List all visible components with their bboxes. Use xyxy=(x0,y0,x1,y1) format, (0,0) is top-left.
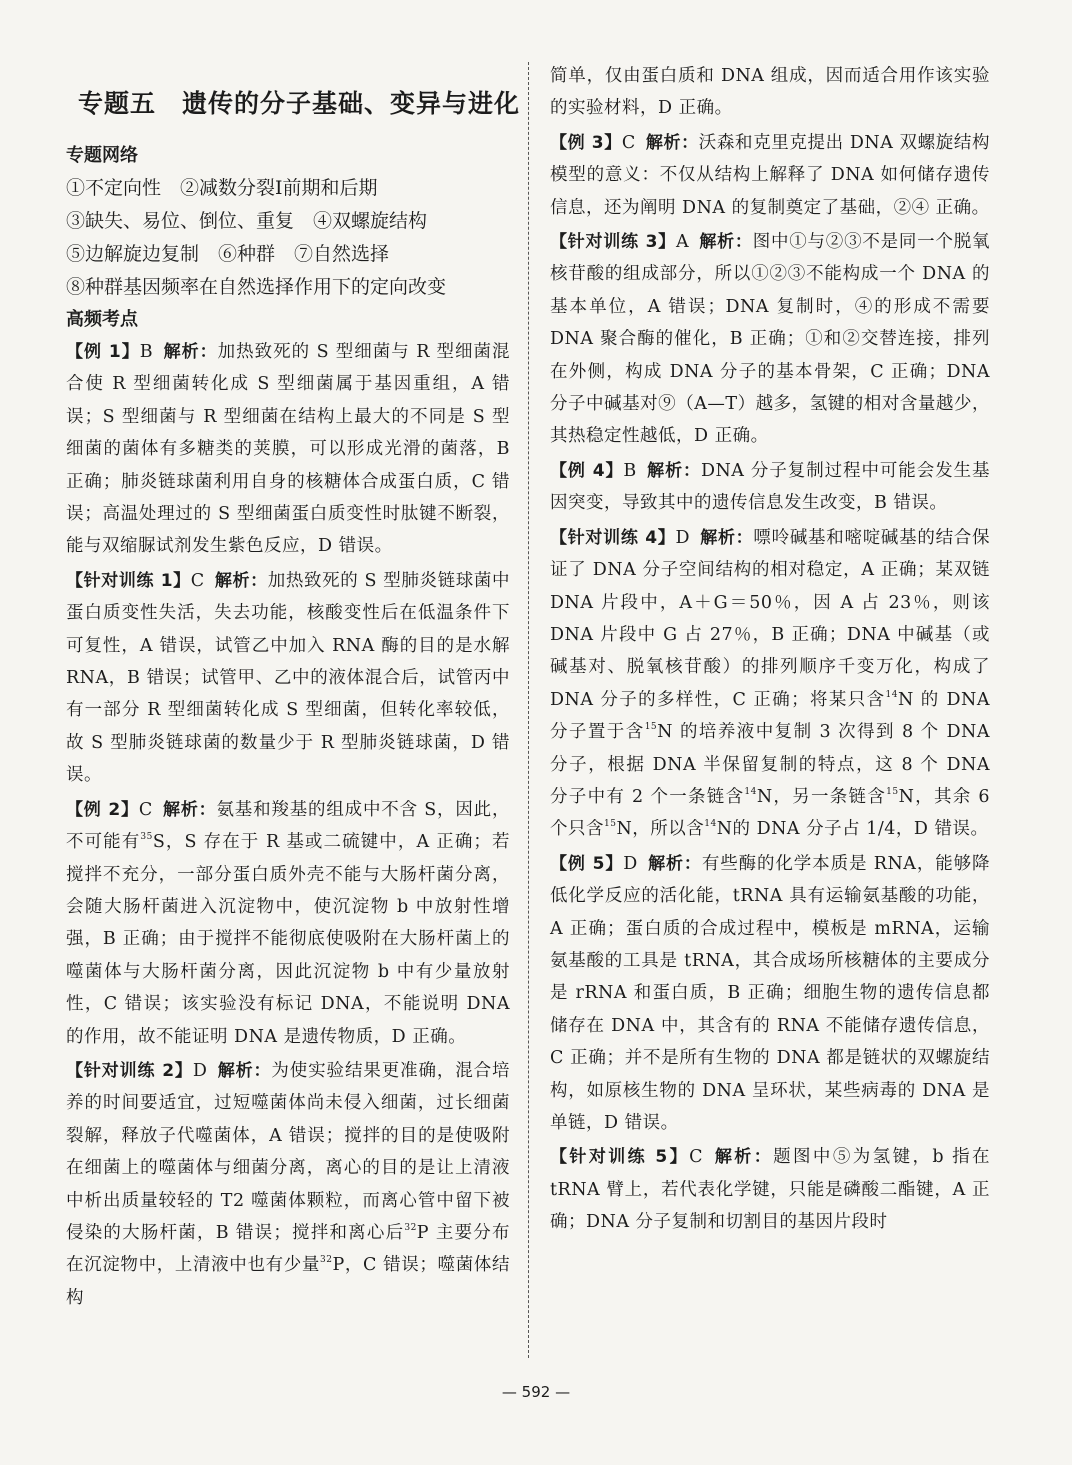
entry-label: 【针对训练 4】 xyxy=(550,527,676,548)
entry-answer: D xyxy=(623,853,638,874)
entry-answer: C xyxy=(621,132,636,153)
entry-answer: A xyxy=(675,232,690,253)
entry-text: N的 DNA 分子占 1/4，D 错误。 xyxy=(716,819,989,840)
analysis-label: 解析： xyxy=(700,527,754,548)
highfreq-heading: 高频考点 xyxy=(66,309,138,330)
network-line: ⑧种群基因频率在自然选择作用下的定向改变 xyxy=(66,276,447,298)
entry-text: P 主要分布在沉淀物中，上清液中也有少量 xyxy=(66,1222,511,1276)
entry-text: N，另一条链含 xyxy=(756,786,887,807)
example-2 xyxy=(66,794,510,1053)
network-line: ⑤边解旋边复制 ⑥种群 ⑦自然选择 xyxy=(66,243,390,265)
training-2-continued xyxy=(550,60,990,125)
entry-label: 【针对训练 5】 xyxy=(550,1147,690,1168)
training-5 xyxy=(550,1141,990,1238)
entry-label: 【针对训练 3】 xyxy=(550,232,676,253)
isotope-superscript: 14 xyxy=(885,689,898,700)
entry-text: 图中①与②③不是同一个脱氧核苷酸的组成部分，所以①②③不能构成一个 DNA 的基本单位，A 错误；DNA 复制时，④的形成不需要 DNA 聚合酶的催化，B 正确；①和②交替连接，排列在外侧，构成 DNA 分子的基本骨架，C 正确；DNA 分子中碱基对⑨（A—T）越多，氢键的相对含量越少，其热稳定性越低，D 正确。 xyxy=(550,232,991,447)
entry-text: N，所以含 xyxy=(616,819,705,840)
example-3 xyxy=(550,127,990,224)
training-4 xyxy=(550,522,990,846)
entry-text: 为使实验结果更准确，混合培养的时间要适宜，过短噬菌体尚未侵入细菌，过长细菌裂解，释放子代噬菌体，A 错误；搅拌的目的是使吸附在细菌上的噬菌体与细菌分离，离心的目的是让上清液中析出质量较轻的 T2 噬菌体颗粒，而离心管中留下被侵染的大肠杆菌，B 错误；搅拌和离心后 xyxy=(66,1060,511,1243)
entry-answer: B xyxy=(623,460,637,481)
entry-text: 简单，仅由蛋白质和 DNA 组成，因而适合用作该实验的实验材料，D 正确。 xyxy=(550,66,990,119)
entry-text: N 的培养液中复制 3 次得到 8 个 DNA 分子，根据 DNA 半保留复制的特点，这 8 个 DNA 分子中有 2 个一条链含 xyxy=(550,722,991,807)
example-1 xyxy=(66,336,510,563)
isotope-superscript: 14 xyxy=(744,786,757,797)
entry-label: 【针对训练 1】 xyxy=(66,570,191,591)
entry-text: 沃森和克里克提出 DNA 双螺旋结构模型的意义：不仅从结构上解释了 DNA 如何储存遗传信息，还为阐明 DNA 的复制奠定了基础，②④ 正确。 xyxy=(550,132,991,218)
training-2 xyxy=(66,1055,510,1314)
entry-text: S，S 存在于 R 基或二硫键中，A 正确；若搅拌不充分，一部分蛋白质外壳不能与大肠杆菌分离，会随大肠杆菌进入沉淀物中，使沉淀物 b 中放射性增强，B 正确；由于搅拌不能彻底使吸附在大肠杆菌上的噬菌体与大肠杆菌分离，因此沉淀物 b 中有少量放射性，C 错误；该实验没有标记 DNA，不能说明 DNA 的作用，故不能证明 DNA 是遗传物质，D 正确。 xyxy=(66,832,511,1047)
isotope-superscript: 32 xyxy=(320,1255,333,1266)
example-4 xyxy=(550,455,990,520)
entry-text: 氨基和羧基的组成中不含 S，因此，不可能有 xyxy=(66,799,510,853)
entry-text: DNA 分子复制过程中可能会发生基因突变，导致其中的遗传信息发生改变，B 错误。 xyxy=(550,460,991,514)
isotope-superscript: 32 xyxy=(404,1222,417,1233)
analysis-label: 解析： xyxy=(162,799,217,820)
network-line: ③缺失、易位、倒位、重复 ④双螺旋结构 xyxy=(66,210,428,232)
entry-answer: C xyxy=(190,570,205,591)
entry-answer: B xyxy=(139,342,154,362)
training-3 xyxy=(550,226,990,453)
entry-text: 有些酶的化学本质是 RNA，能够降低化学反应的活化能，tRNA 具有运输氨基酸的功能，A 正确；蛋白质的合成过程中，模板是 mRNA，运输氨基酸的工具是 tRNA，其合成场所核糖体的主要成分是 rRNA 和蛋白质，B 正确；细胞生物的遗传信息都储存在 DNA 中，其含有的 RNA 不能储存遗传信息，C 正确；并不是所有生物的 DNA 都是链状的双螺旋结构，如原核生物的 DNA 呈环状，某些病毒的 DNA 是单链，D 错误。 xyxy=(550,853,991,1133)
entry-label: 【例 1】 xyxy=(66,342,140,362)
entry-answer: C xyxy=(138,799,153,820)
entry-text: N 的 DNA 分子置于含 xyxy=(550,689,990,743)
entry-text: N，其余 6 个只含 xyxy=(550,786,991,840)
left-column xyxy=(66,60,521,1316)
network-line: ①不定向性 ②减数分裂Ⅰ前期和后期 xyxy=(66,177,378,199)
analysis-label: 解析： xyxy=(647,853,702,874)
isotope-superscript: 35 xyxy=(140,832,153,843)
training-1 xyxy=(66,565,510,792)
page-number: — 592 — xyxy=(501,1383,571,1401)
analysis-label: 解析： xyxy=(214,570,268,591)
analysis-label: 解析： xyxy=(646,460,701,481)
entry-label: 【针对训练 2】 xyxy=(66,1060,193,1081)
entry-text: P，C 错误；噬菌体结构 xyxy=(66,1255,510,1308)
entry-answer: C xyxy=(689,1147,703,1168)
entry-label: 【例 4】 xyxy=(550,460,624,481)
isotope-superscript: 15 xyxy=(604,819,617,830)
analysis-label: 解析： xyxy=(217,1060,272,1081)
entry-text: 加热致死的 S 型细菌与 R 型细菌混合使 R 型细菌转化成 S 型细菌属于基因重组，A 错误；S 型细菌与 R 型细菌在结构上最大的不同是 S 型细菌的菌体有多糖类的荚膜，可以形成光滑的菌落，B 正确；肺炎链球菌利用自身的核糖体合成蛋白质，C 错误；高温处理过的 S 型细菌蛋白质变性时肽键不断裂，能与双缩脲试剂发生紫色反应，D 错误。 xyxy=(66,342,511,557)
isotope-superscript: 15 xyxy=(644,722,658,733)
analysis-label: 解析： xyxy=(163,342,218,362)
entry-label: 【例 3】 xyxy=(550,132,622,153)
analysis-label: 解析： xyxy=(712,1147,774,1168)
page-title: 专题五 遗传的分子基础、变异与进化 xyxy=(78,89,521,118)
analysis-label: 解析： xyxy=(645,132,699,153)
entry-text: 嘌呤碱基和嘧啶碱基的结合保证了 DNA 分子空间结构的相对稳定，A 正确；某双链 DNA 片段中，A＋G＝50％，因 A 占 23％，则该 DNA 片段中 G 占 27％，B 正确；DNA 中碱基（或碱基对、脱氧核苷酸）的排列顺序千变万化，构成了 DNA 分子的多样性，C 正确；将某只含 xyxy=(550,527,991,710)
network-heading: 专题网络 xyxy=(66,145,138,166)
analysis-label: 解析： xyxy=(699,232,753,253)
column-divider xyxy=(528,62,529,1358)
entry-text: 题图中⑤为氢键，b 指在 tRNA 臂上，若代表化学键，只能是磷酸二酯键，A 正确；DNA 分子复制和切割目的基因片段时 xyxy=(550,1147,991,1233)
isotope-superscript: 15 xyxy=(886,786,899,797)
entry-label: 【例 5】 xyxy=(550,853,624,874)
entry-label: 【例 2】 xyxy=(66,799,139,820)
entry-answer: D xyxy=(675,527,691,548)
entry-answer: D xyxy=(192,1060,208,1081)
entry-text: 加热致死的 S 型肺炎链球菌中蛋白质变性失活，失去功能，核酸变性后在低温条件下可复性，A 错误，试管乙中加入 RNA 酶的目的是水解 RNA，B 错误；试管甲、乙中的液体混合后，试管丙中有一部分 R 型细菌转化成 S 型细菌，但转化率较低，故 S 型肺炎链球菌的数量少于 R 型肺炎链球菌，D 错误。 xyxy=(66,570,511,786)
isotope-superscript: 14 xyxy=(704,819,717,830)
right-column xyxy=(550,60,990,1241)
example-5 xyxy=(550,848,990,1140)
